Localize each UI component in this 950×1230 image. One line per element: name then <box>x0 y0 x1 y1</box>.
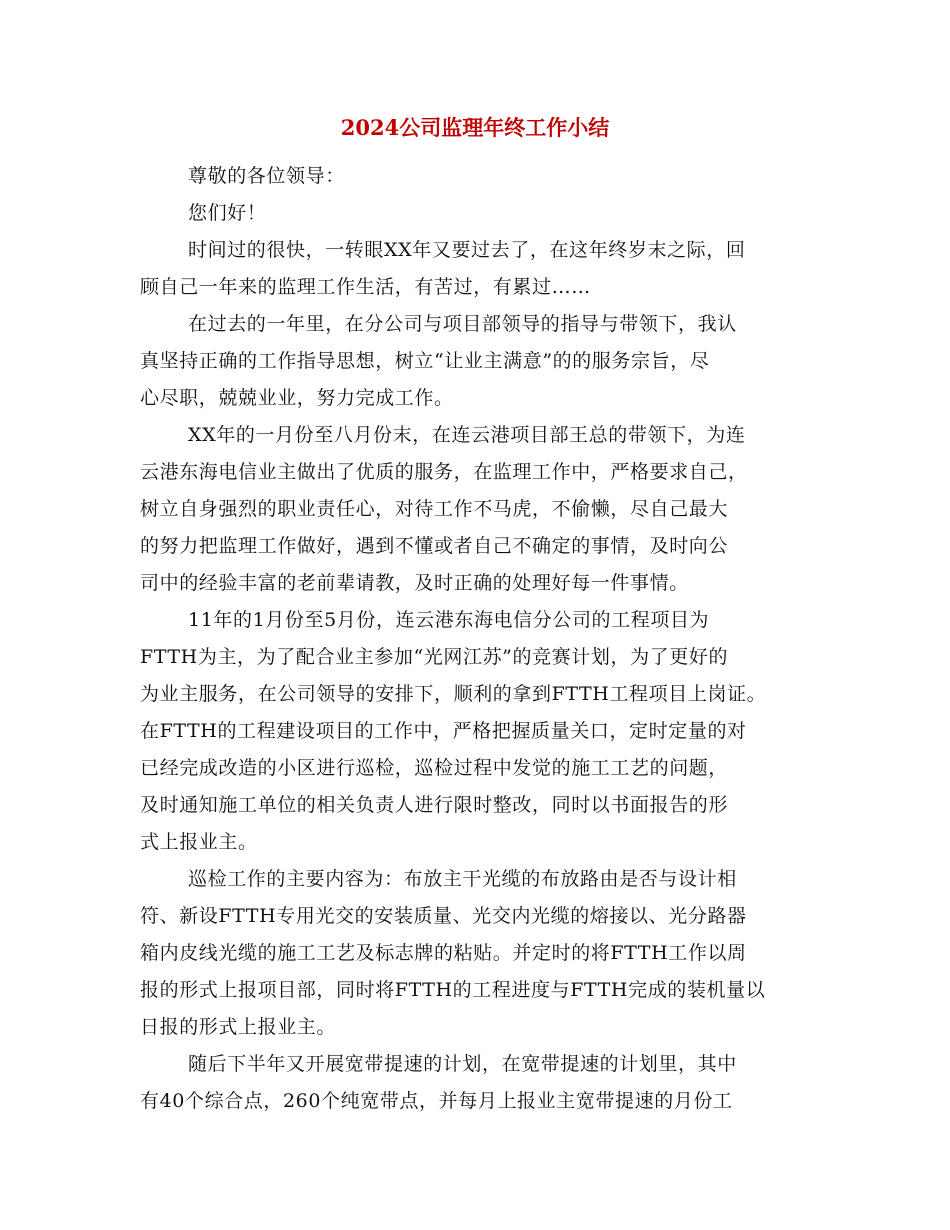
paragraph-line: 在过去的一年里，在分公司与项目部领导的指导与带领下，我认 <box>188 313 737 335</box>
paragraph-line: 报的形式上报项目部，同时将FTTH的工程进度与FTTH完成的装机量以 <box>140 979 766 1001</box>
paragraph-line: 树立自身强烈的职业责任心，对待工作不马虎，不偷懒，尽自己最大 <box>140 498 729 520</box>
paragraph-line: 随后下半年又开展宽带提速的计划，在宽带提速的计划里，其中 <box>188 1053 737 1075</box>
paragraph-line: 有40个综合点，260个纯宽带点，并每月上报业主宽带提速的月份工 <box>140 1090 733 1112</box>
paragraph-line: 及时通知施工单位的相关负责人进行限时整改，同时以书面报告的形 <box>140 794 729 816</box>
paragraph-line: 真坚持正确的工作指导思想，树立“让业主满意”的的服务宗旨，尽 <box>140 350 710 372</box>
salutation-line: 尊敬的各位领导： <box>188 165 345 187</box>
paragraph-line: XX年的一月份至八月份末，在连云港项目部王总的带领下，为连 <box>188 424 746 446</box>
paragraph-line: 的努力把监理工作做好，遇到不懂或者自己不确定的事情，及时向公 <box>140 535 729 557</box>
paragraph-line: 顾自己一年来的监理工作生活，有苦过，有累过…… <box>140 276 591 298</box>
paragraph-line: 已经完成改造的小区进行巡检，巡检过程中发觉的施工工艺的问题， <box>140 757 729 779</box>
paragraph-line: 为业主服务，在公司领导的安排下，顺利的拿到FTTH工程项目上岗证。 <box>140 683 767 705</box>
paragraph-line: 式上报业主。 <box>140 831 258 853</box>
paragraph-line: FTTH为主，为了配合业主参加“光网江苏”的竞赛计划，为了更好的 <box>140 646 729 668</box>
paragraph-line: 巡检工作的主要内容为：布放主干光缆的布放路由是否与设计相 <box>188 868 737 890</box>
paragraph-line: 符、新设FTTH专用光交的安装质量、光交内光缆的熔接以、光分路器 <box>140 905 747 927</box>
paragraph-line: 云港东海电信业主做出了优质的服务，在监理工作中，严格要求自己， <box>140 461 748 483</box>
paragraph-line: 日报的形式上报业主。 <box>140 1016 337 1038</box>
paragraph-line: 心尽职，兢兢业业，努力完成工作。 <box>140 387 454 409</box>
greeting-line: 您们好！ <box>188 202 267 224</box>
paragraph-line: 在FTTH的工程建设项目的工作中，严格把握质量关口，定时定量的对 <box>140 720 747 742</box>
paragraph-line: 司中的经验丰富的老前辈请教，及时正确的处理好每一件事情。 <box>140 572 689 594</box>
paragraph-line: 时间过的很快，一转眼XX年又要过去了，在这年终岁末之际，回 <box>188 239 746 261</box>
paragraph-line: 箱内皮线光缆的施工工艺及标志牌的粘贴。并定时的将FTTH工作以周 <box>140 942 747 964</box>
paragraph-line: 11年的1月份至5月份，连云港东海电信分公司的工程项目为 <box>188 609 710 631</box>
document-title: 2024公司监理年终工作小结 <box>340 115 610 140</box>
